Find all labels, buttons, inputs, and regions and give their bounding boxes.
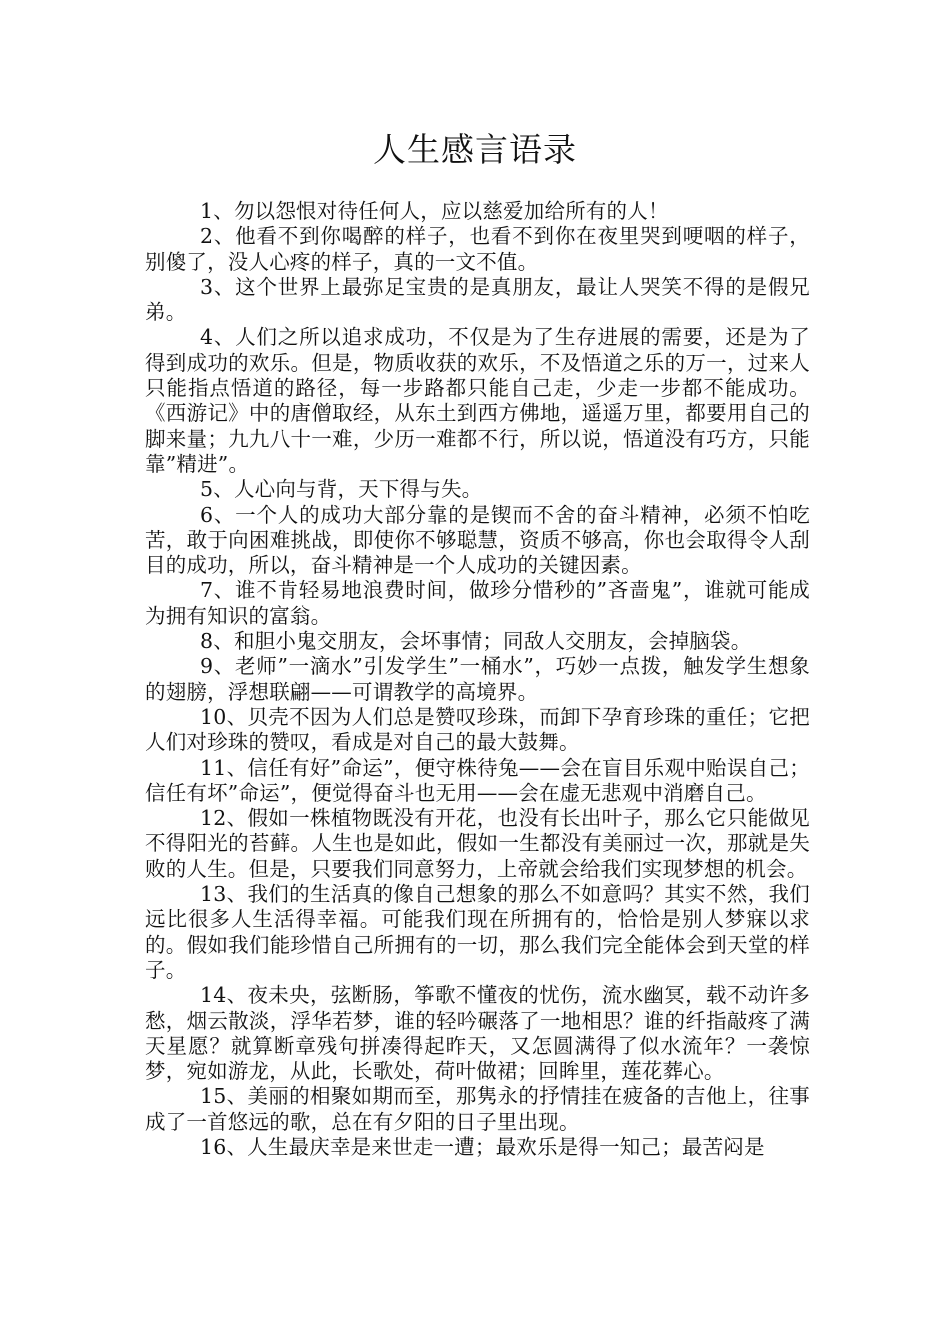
page-title: 人生感言语录 (373, 130, 577, 169)
quote-paragraph-5: 5、人心向与背，天下得与失。 (200, 477, 483, 502)
quote-paragraph-3: 3、这个世界上最弥足宝贵的是真朋友，最让人哭笑不得的是假兄弟。 (145, 274, 810, 325)
quote-paragraph-16: 16、人生最庆幸是来世走一遭；最欢乐是得一知己；最苦闷是 (200, 1134, 765, 1159)
quote-paragraph-14: 14、夜未央，弦断肠，筝歌不懂夜的忧伤，流水幽冥，载不动许多愁，烟云散淡，浮华若梦，谁的轻吟碾落了一地相思？谁的纤指敲疼了满天星愿？就算断章残句拼凑得起昨天，又怎圆满得了似水流年？一袭惊梦，宛如游龙，从此，长歌处，荷叶做裙；回眸里，莲花葬心。 (145, 983, 810, 1084)
quote-paragraph-15: 15、美丽的相聚如期而至，那隽永的抒情挂在疲备的吉他上，往事成了一首悠远的歌，总在有夕阳的日子里出现。 (145, 1084, 810, 1134)
quote-paragraph-9: 9、老师”一滴水”引发学生”一桶水”，巧妙一点拨，触发学生想象的翅膀，浮想联翩——可谓教学的高境界。 (145, 654, 810, 704)
quotes-body (145, 199, 810, 1160)
quote-paragraph-11: 11、信任有好”命运”，便守株待兔——会在盲目乐观中贻误自己；信任有坏”命运”，便觉得奋斗也无用——会在虚无悲观中消磨自己。 (145, 755, 810, 805)
quote-paragraph-4: 4、人们之所以追求成功，不仅是为了生存进展的需要，还是为了得到成功的欢乐。但是，物质收获的欢乐，不及悟道之乐的万一，过来人只能指点悟道的路径，每一步路都只能自己走，少走一步都不能成功。《西游记》中的唐僧取经，从东土到西方佛地，遥遥万里，都要用自己的脚来量；九九八十一难，少历一难都不行，所以说，悟道没有巧方，只能靠”精进”。 (145, 325, 810, 476)
quote-paragraph-6: 6、一个人的成功大部分靠的是锲而不舍的奋斗精神，必须不怕吃苦，敢于向困难挑战，即使你不够聪慧，资质不够高，你也会取得令人刮目的成功，所以，奋斗精神是一个人成功的关键因素。 (145, 502, 810, 578)
quote-paragraph-13: 13、我们的生活真的像自己想象的那么不如意吗？其实不然，我们远比很多人生活得幸福。可能我们现在所拥有的，恰恰是别人梦寐以求的。假如我们能珍惜自己所拥有的一切，那么我们完全能体会到天堂的样子。 (145, 882, 810, 982)
quote-paragraph-7: 7、谁不肯轻易地浪费时间，做珍分惜秒的”吝啬鬼”，谁就可能成为拥有知识的富翁。 (145, 578, 810, 628)
quote-paragraph-1: 1、勿以怨恨对待任何人，应以慈爱加给所有的人！ (200, 199, 669, 223)
quote-paragraph-8: 8、和胆小鬼交朋友，会坏事情；同敌人交朋友，会掉脑袋。 (200, 629, 752, 654)
quote-paragraph-12: 12、假如一株植物既没有开花，也没有长出叶子，那么它只能做见不得阳光的苔藓。人生也是如此，假如一生都没有美丽过一次，那就是失败的人生。但是，只要我们同意努力，上帝就会给我们实现梦想的机会。 (145, 806, 810, 881)
quote-paragraph-2: 2、他看不到你喝醉的样子，也看不到你在夜里哭到哽咽的样子，别傻了，没人心疼的样子，真的一文不值。 (145, 224, 810, 274)
quote-paragraph-10: 10、贝壳不因为人们总是赞叹珍珠，而卸下孕育珍珠的重任；它把人们对珍珠的赞叹，看成是对自己的最大鼓舞。 (145, 704, 810, 755)
